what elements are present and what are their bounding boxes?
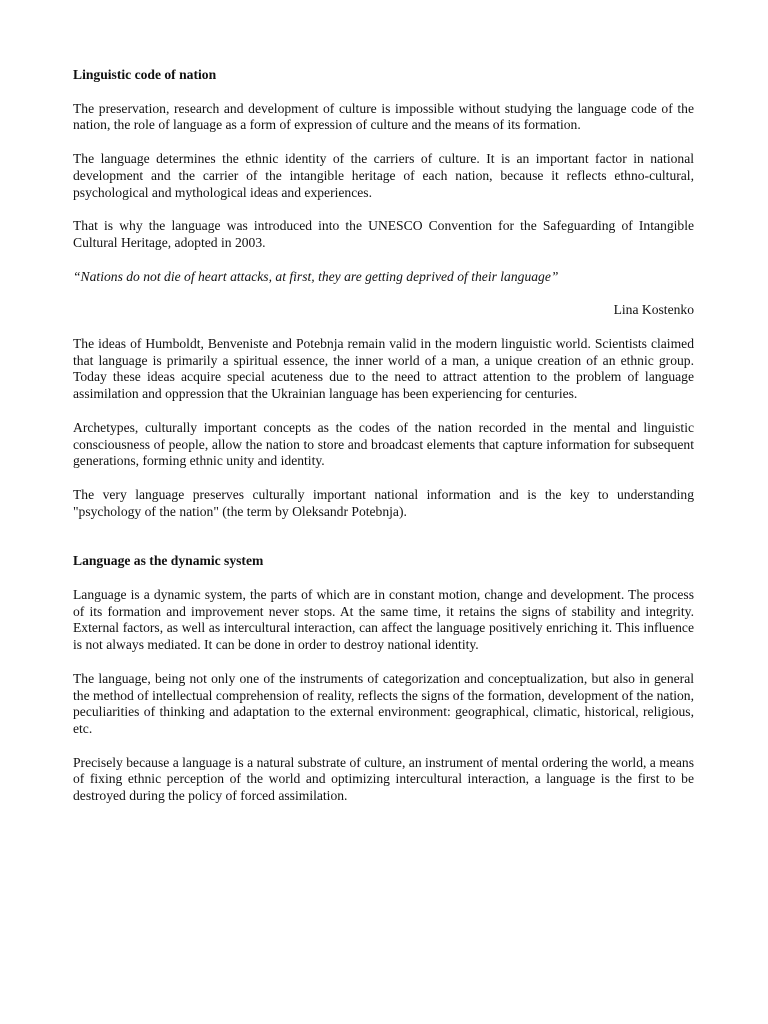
- paragraph: Archetypes, culturally important concepts as the codes of the nation recorded in the mental and linguistic consciousness of people, allow the nation to store and broadcast elements that capture information for subsequent generations, forming ethnic unity and identity.: [73, 419, 694, 469]
- paragraph: Precisely because a language is a natural substrate of culture, an instrument of mental ordering the world, a means of fixing ethnic perception of the world and optimizing intercultural interaction, a language is the first to be destroyed during the policy of forced assimilation.: [73, 754, 694, 804]
- paragraph: The language determines the ethnic identity of the carriers of culture. It is an important factor in national development and the carrier of the intangible heritage of each nation, because it reflects ethno-cultural, psychological and mythological ideas and experiences.: [73, 151, 694, 200]
- quote-author: Lina Kostenko: [613, 302, 694, 318]
- epigraph-quote: “Nations do not die of heart attacks, at first, they are getting deprived of their language”: [73, 268, 559, 284]
- paragraph: The preservation, research and development of culture is impossible without studying the language code of the nation, the role of language as a form of expression of culture and the means of its formation.: [73, 100, 694, 133]
- section-heading-linguistic-code: Linguistic code of nation: [73, 67, 217, 82]
- paragraph: The language, being not only one of the instruments of categorization and conceptualization, but also in general the method of intellectual comprehension of reality, reflects the signs of the formation, development of the nation, peculiarities of thinking and adaptation to the external environment: geographical, climatic, historical, religious, etc.: [73, 670, 694, 736]
- section-heading-dynamic-system: Language as the dynamic system: [73, 553, 264, 569]
- paragraph: That is why the language was introduced into the UNESCO Convention for the Safeguarding of Intangible Cultural Heritage, adopted in 2003.: [73, 218, 694, 250]
- paragraph: The very language preserves culturally important national information and is the key to understanding "psychology of the nation" (the term by Oleksandr Potebnja).: [73, 486, 694, 519]
- paragraph: The ideas of Humboldt, Benveniste and Potebnja remain valid in the modern linguistic world. Scientists claimed that language is primarily a spiritual essence, the inner world of a man, a unique creation of an ethnic group. Today these ideas acquire special acuteness due to the need to attract attention to the problem of language assimilation and oppression that the Ukrainian language has been experiencing for centuries.: [73, 336, 694, 402]
- document-page: [73, 67, 694, 805]
- paragraph: Language is a dynamic system, the parts of which are in constant motion, change and development. The process of its formation and improvement never stops. At the same time, it retains the signs of stability and integrity. External factors, as well as intercultural interaction, can affect the language positively enriching it. This influence is not always mediated. It can be done in order to destroy national identity.: [73, 587, 694, 653]
